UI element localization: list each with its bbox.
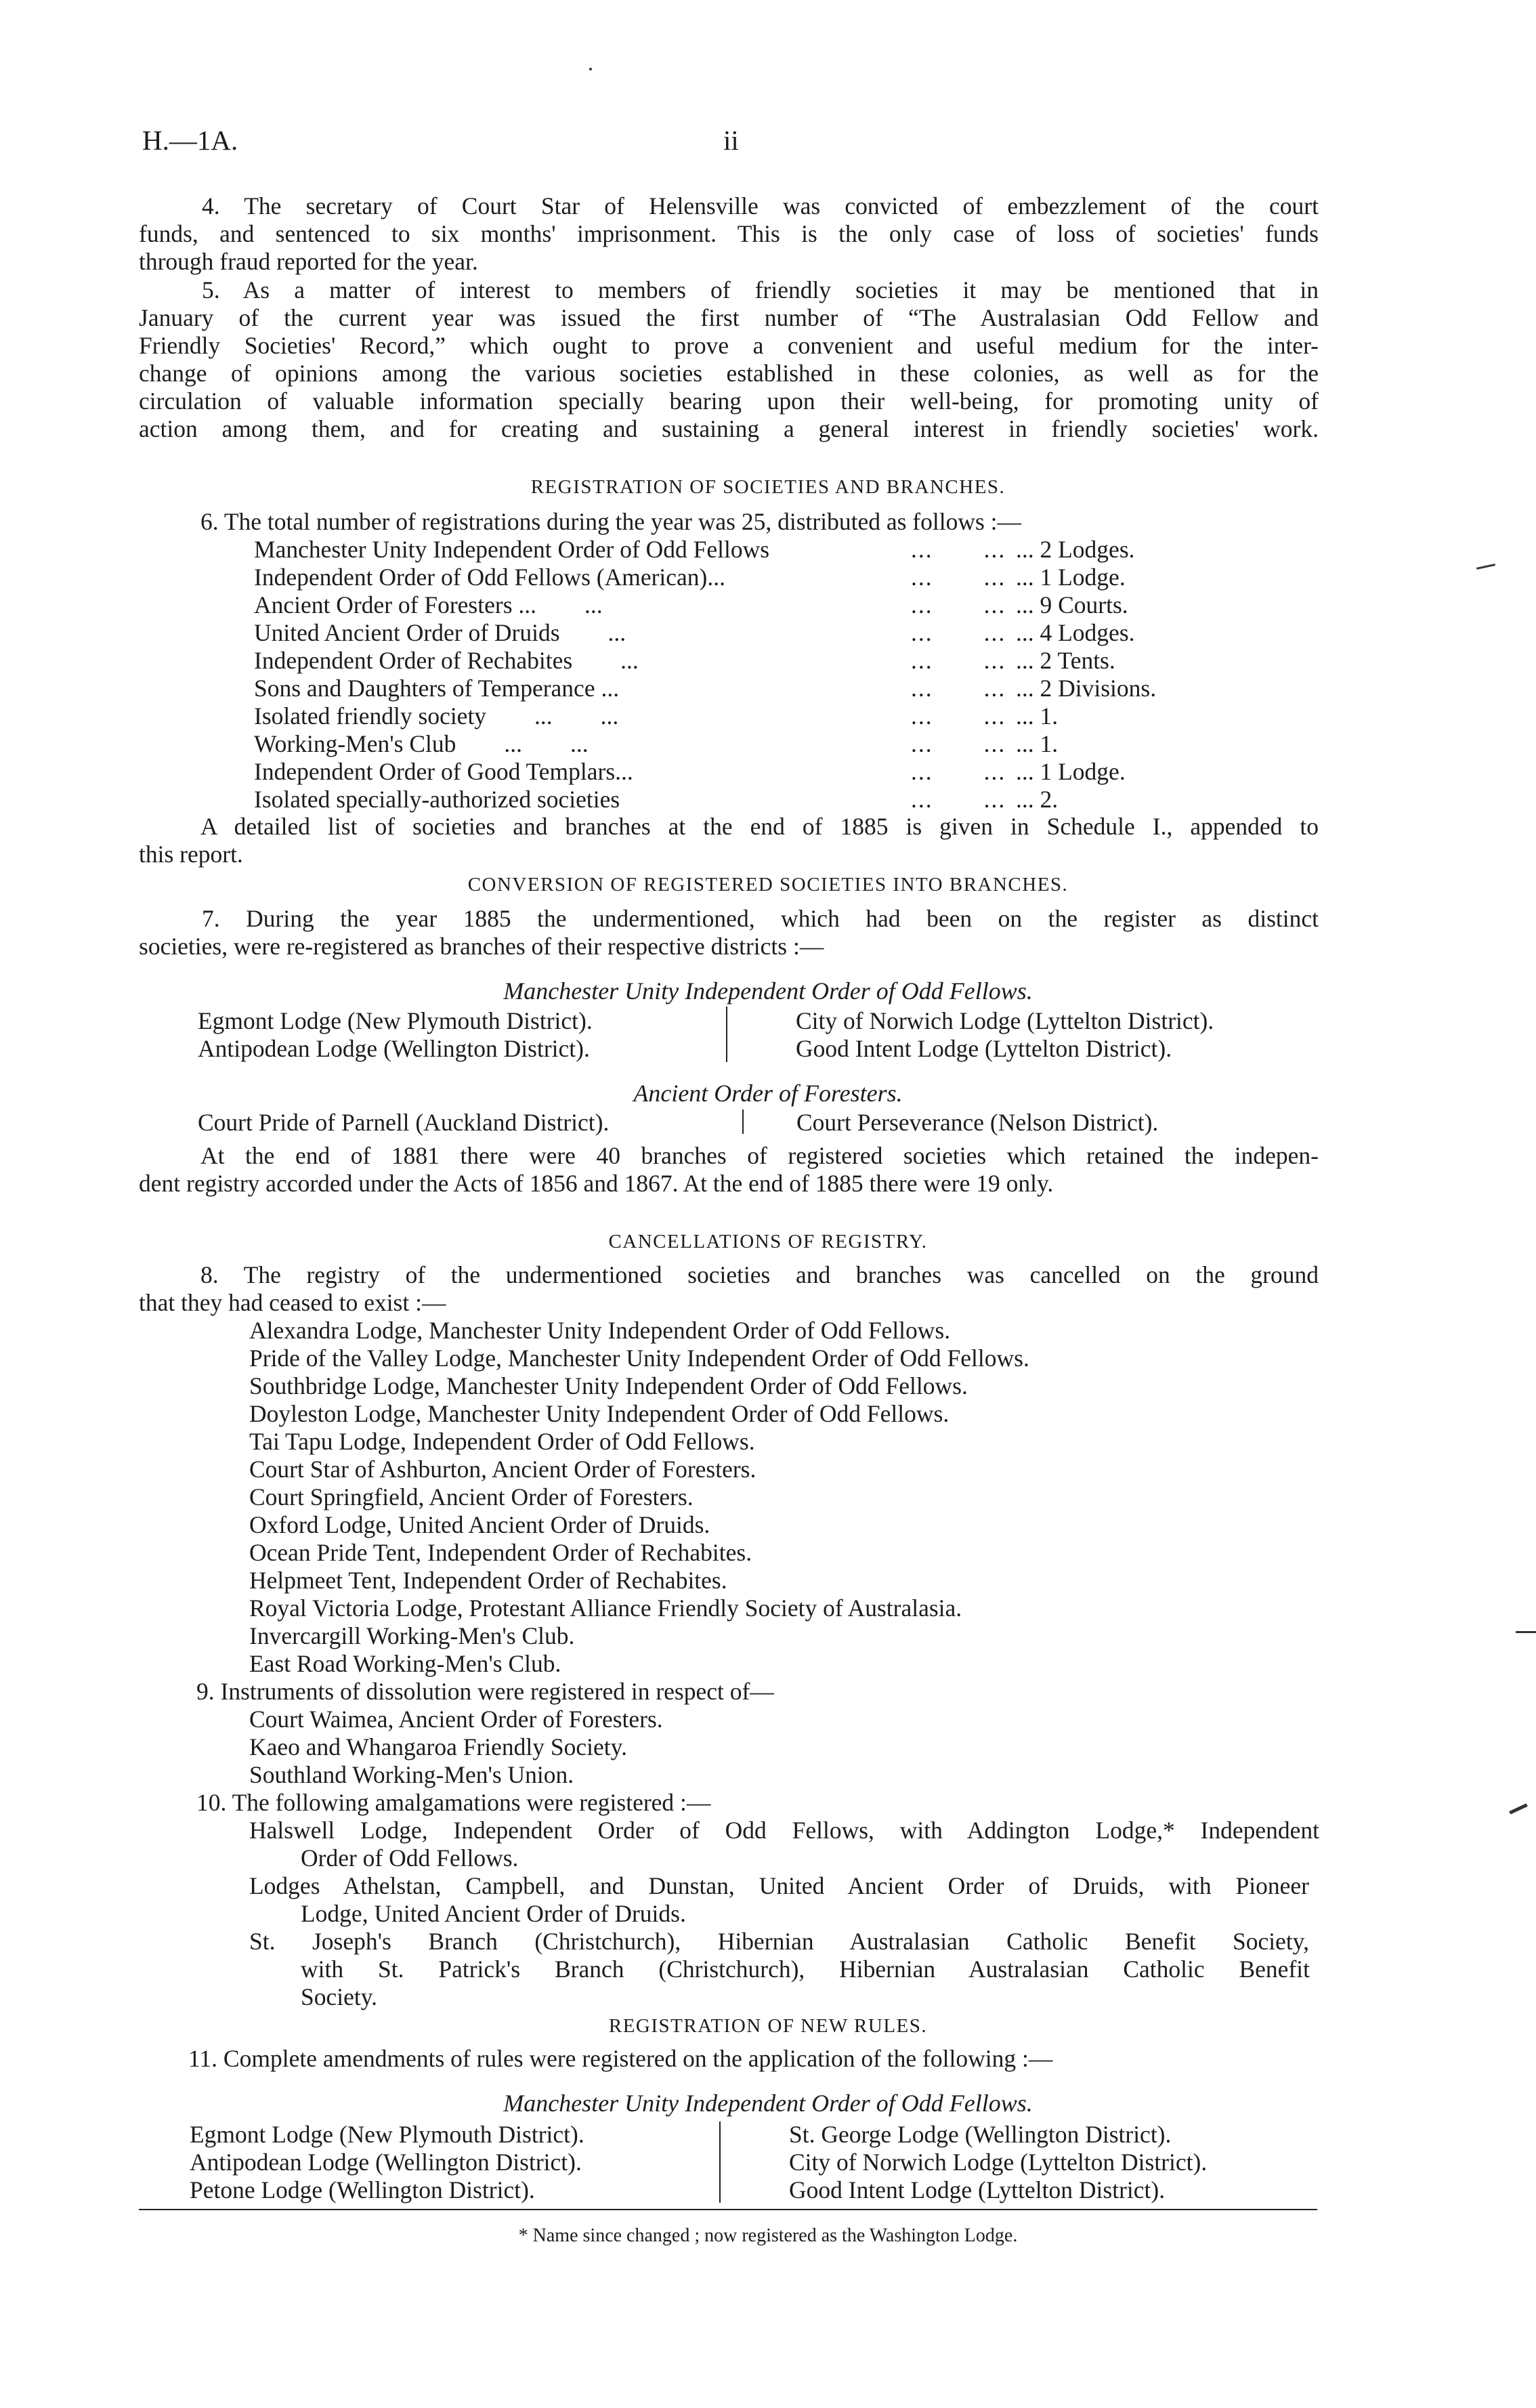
registration-count: ... 9 Courts.	[1016, 591, 1128, 618]
registration-name: Isolated specially-authorized societies	[254, 786, 620, 813]
cancellation-item: Oxford Lodge, United Ancient Order of Druids.	[249, 1511, 710, 1538]
registration-row	[254, 591, 1270, 618]
registration-row	[254, 674, 1270, 702]
schedule-line-1: A detailed list of societies and branches at the end of 1885 is given in Schedule I., appended to	[200, 813, 1319, 840]
heading-conversion: CONVERSION OF REGISTERED SOCIETIES INTO BRANCHES.	[467, 874, 1069, 895]
para10-intro: 10. The following amalgamations were registered :—	[196, 1789, 711, 1816]
amalgamation-item-1-line-2: Order of Odd Fellows.	[301, 1844, 519, 1872]
registration-row	[254, 757, 1270, 785]
document-reference: H.—1A.	[142, 125, 238, 156]
registration-name: Manchester Unity Independent Order of Odd Fellows	[254, 536, 770, 563]
cancellation-item: Doyleston Lodge, Manchester Unity Independent Order of Odd Fellows.	[249, 1400, 950, 1427]
registration-leader: ... ...	[911, 702, 1006, 730]
conversion-right-2: Good Intent Lodge (Lyttelton District).	[796, 1035, 1172, 1062]
cancellation-item: Tai Tapu Lodge, Independent Order of Odd Fellows.	[249, 1428, 755, 1455]
margin-mark	[1509, 1803, 1527, 1814]
registration-row	[254, 535, 1270, 563]
conversion-right-1: City of Norwich Lodge (Lyttelton District).	[796, 1007, 1214, 1034]
para5-line-1: 5. As a matter of interest to members of friendly societies it may be mentioned that in	[202, 276, 1319, 303]
cancellation-item: Court Star of Ashburton, Ancient Order of Foresters.	[249, 1456, 756, 1483]
margin-mark	[589, 68, 592, 70]
footnote-rule	[139, 2209, 1317, 2210]
para8-line-1: 8. The registry of the undermentioned societies and branches was cancelled on the ground	[200, 1261, 1319, 1288]
registration-row	[254, 563, 1270, 591]
registration-row	[254, 702, 1270, 730]
registration-row	[254, 730, 1270, 757]
cancellation-item: Invercargill Working-Men's Club.	[249, 1622, 575, 1649]
cancellation-item: Pride of the Valley Lodge, Manchester Unity Independent Order of Odd Fellows.	[249, 1345, 1029, 1372]
rules-left-2: Antipodean Lodge (Wellington District).	[190, 2149, 582, 2176]
rules-left-1: Egmont Lodge (New Plymouth District).	[190, 2121, 584, 2148]
para5-line-3: Friendly Societies' Record,” which ought to prove a convenient and useful medium for the inter-	[139, 332, 1319, 359]
registration-leader: ... ...	[911, 591, 1006, 618]
amalgamation-item-3-line-2: with St. Patrick's Branch (Christchurch), Hibernian Australasian Catholic Benefit	[301, 1956, 1310, 1983]
amalgamation-item-1-line-1: Halswell Lodge, Independent Order of Odd Fellows, with Addington Lodge,* Independent	[249, 1817, 1319, 1844]
registration-leader: ... ...	[911, 730, 1006, 757]
para7-line-1: 7. During the year 1885 the undermentioned, which had been on the register as distinct	[202, 905, 1319, 932]
registration-leader: ... ...	[911, 536, 1006, 563]
registration-count: ... 2 Tents.	[1016, 647, 1115, 674]
group-title-ancient-order-of-foresters: Ancient Order of Foresters.	[633, 1080, 903, 1107]
heading-new-rules: REGISTRATION OF NEW RULES.	[608, 2015, 928, 2037]
registration-count: ... 2.	[1016, 786, 1059, 813]
registration-leader: ... ...	[911, 619, 1006, 646]
cancellation-item: Ocean Pride Tent, Independent Order of Rechabites.	[249, 1539, 752, 1566]
registration-name: Sons and Daughters of Temperance ...	[254, 675, 620, 702]
cancellation-item: Alexandra Lodge, Manchester Unity Independent Order of Odd Fellows.	[249, 1317, 951, 1344]
cancellation-item: Court Springfield, Ancient Order of Foresters.	[249, 1483, 694, 1511]
rules-right-1: St. George Lodge (Wellington District).	[789, 2121, 1172, 2148]
registration-name: Ancient Order of Foresters ... ...	[254, 591, 603, 618]
conversion-foresters-left: Court Pride of Parnell (Auckland District).	[198, 1109, 610, 1136]
registration-row	[254, 785, 1270, 813]
registration-name: Working-Men's Club ... ...	[254, 730, 589, 757]
para8-line-2: that they had ceased to exist :—	[139, 1289, 446, 1316]
registration-count: ... 2 Lodges.	[1016, 536, 1135, 563]
cancellation-item: Southbridge Lodge, Manchester Unity Independent Order of Odd Fellows.	[249, 1372, 968, 1399]
rules-right-2: City of Norwich Lodge (Lyttelton District).	[789, 2149, 1208, 2176]
rules-left-3: Petone Lodge (Wellington District).	[190, 2176, 535, 2203]
amalgamation-item-3-line-1: St. Joseph's Branch (Christchurch), Hibernian Australasian Catholic Benefit Society,	[249, 1928, 1309, 1955]
para5-line-5: circulation of valuable information specially bearing upon their well-being, for promoting unity of	[139, 387, 1319, 415]
registration-count: ... 1 Lodge.	[1016, 564, 1126, 591]
conversion-left-2: Antipodean Lodge (Wellington District).	[198, 1035, 590, 1062]
para-branches-line-2: dent registry accorded under the Acts of 1856 and 1867. At the end of 1885 there were 19 only.	[139, 1170, 1054, 1197]
margin-mark	[1516, 1631, 1536, 1633]
registration-name: Isolated friendly society ... ...	[254, 702, 619, 730]
amalgamation-item-3-line-3: Society.	[301, 1983, 378, 2010]
column-divider	[742, 1110, 744, 1134]
para4-line-3: through fraud reported for the year.	[139, 248, 478, 275]
heading-registration: REGISTRATION OF SOCIETIES AND BRANCHES.	[530, 476, 1006, 498]
registration-count: ... 4 Lodges.	[1016, 619, 1135, 646]
para-branches-line-1: At the end of 1881 there were 40 branches of registered societies which retained the indepen-	[200, 1142, 1319, 1169]
group-title-manchester-unity: Manchester Unity Independent Order of Odd Fellows.	[503, 977, 1033, 1005]
page-number: ii	[723, 125, 739, 156]
registration-name: Independent Order of Rechabites ...	[254, 647, 639, 674]
para6-intro: 6. The total number of registrations during the year was 25, distributed as follows :—	[200, 508, 1022, 535]
registration-name: Independent Order of Good Templars...	[254, 758, 633, 785]
margin-mark	[1476, 564, 1495, 570]
registration-row	[254, 618, 1270, 646]
group-title-manchester-unity-rules: Manchester Unity Independent Order of Odd Fellows.	[503, 2090, 1033, 2117]
registration-leader: ... ...	[911, 758, 1006, 785]
para11-intro: 11. Complete amendments of rules were registered on the application of the following :—	[188, 2045, 1053, 2072]
rules-right-3: Good Intent Lodge (Lyttelton District).	[789, 2176, 1166, 2203]
dissolution-item: Southland Working-Men's Union.	[249, 1761, 574, 1788]
dissolution-item: Court Waimea, Ancient Order of Foresters.	[249, 1706, 663, 1733]
para4-line-1: 4. The secretary of Court Star of Helensville was convicted of embezzlement of the court	[202, 192, 1319, 219]
para5-line-4: change of opinions among the various societies established in these colonies, as well as for the	[139, 360, 1319, 387]
schedule-line-2: this report.	[139, 841, 243, 868]
registration-leader: ... ...	[911, 647, 1006, 674]
registration-name: United Ancient Order of Druids ...	[254, 619, 626, 646]
cancellation-item: East Road Working-Men's Club.	[249, 1650, 561, 1677]
registration-count: ... 2 Divisions.	[1016, 675, 1157, 702]
para4-line-2: funds, and sentenced to six months' imprisonment. This is the only case of loss of societies' funds	[139, 220, 1319, 247]
cancellation-item: Royal Victoria Lodge, Protestant Alliance Friendly Society of Australasia.	[249, 1594, 962, 1622]
amalgamation-item-2-line-2: Lodge, United Ancient Order of Druids.	[301, 1900, 686, 1927]
registration-row	[254, 646, 1270, 674]
column-divider	[726, 1007, 727, 1062]
footnote: * Name since changed ; now registered as the Washington Lodge.	[518, 2225, 1018, 2246]
conversion-foresters-right: Court Perseverance (Nelson District).	[796, 1109, 1159, 1136]
heading-cancellations: CANCELLATIONS OF REGISTRY.	[608, 1231, 928, 1252]
para9-intro: 9. Instruments of dissolution were registered in respect of—	[196, 1678, 774, 1705]
registration-leader: ... ...	[911, 786, 1006, 813]
registration-leader: ... ...	[911, 564, 1006, 591]
para5-line-2: January of the current year was issued the first number of “The Australasian Odd Fellow and	[139, 304, 1319, 331]
cancellation-item: Helpmeet Tent, Independent Order of Rechabites.	[249, 1567, 727, 1594]
registration-count: ... 1 Lodge.	[1016, 758, 1126, 785]
dissolution-item: Kaeo and Whangaroa Friendly Society.	[249, 1733, 627, 1760]
conversion-left-1: Egmont Lodge (New Plymouth District).	[198, 1007, 593, 1034]
para7-line-2: societies, were re-registered as branches of their respective districts :—	[139, 933, 824, 960]
para5-line-6: action among them, and for creating and sustaining a general interest in friendly societies' work.	[139, 415, 1319, 442]
amalgamation-item-2-line-1: Lodges Athelstan, Campbell, and Dunstan, United Ancient Order of Druids, with Pioneer	[249, 1872, 1309, 1899]
registration-count: ... 1.	[1016, 702, 1059, 730]
column-divider	[719, 2121, 721, 2203]
registration-name: Independent Order of Odd Fellows (American)...	[254, 564, 725, 591]
registration-count: ... 1.	[1016, 730, 1059, 757]
registration-leader: ... ...	[911, 675, 1006, 702]
